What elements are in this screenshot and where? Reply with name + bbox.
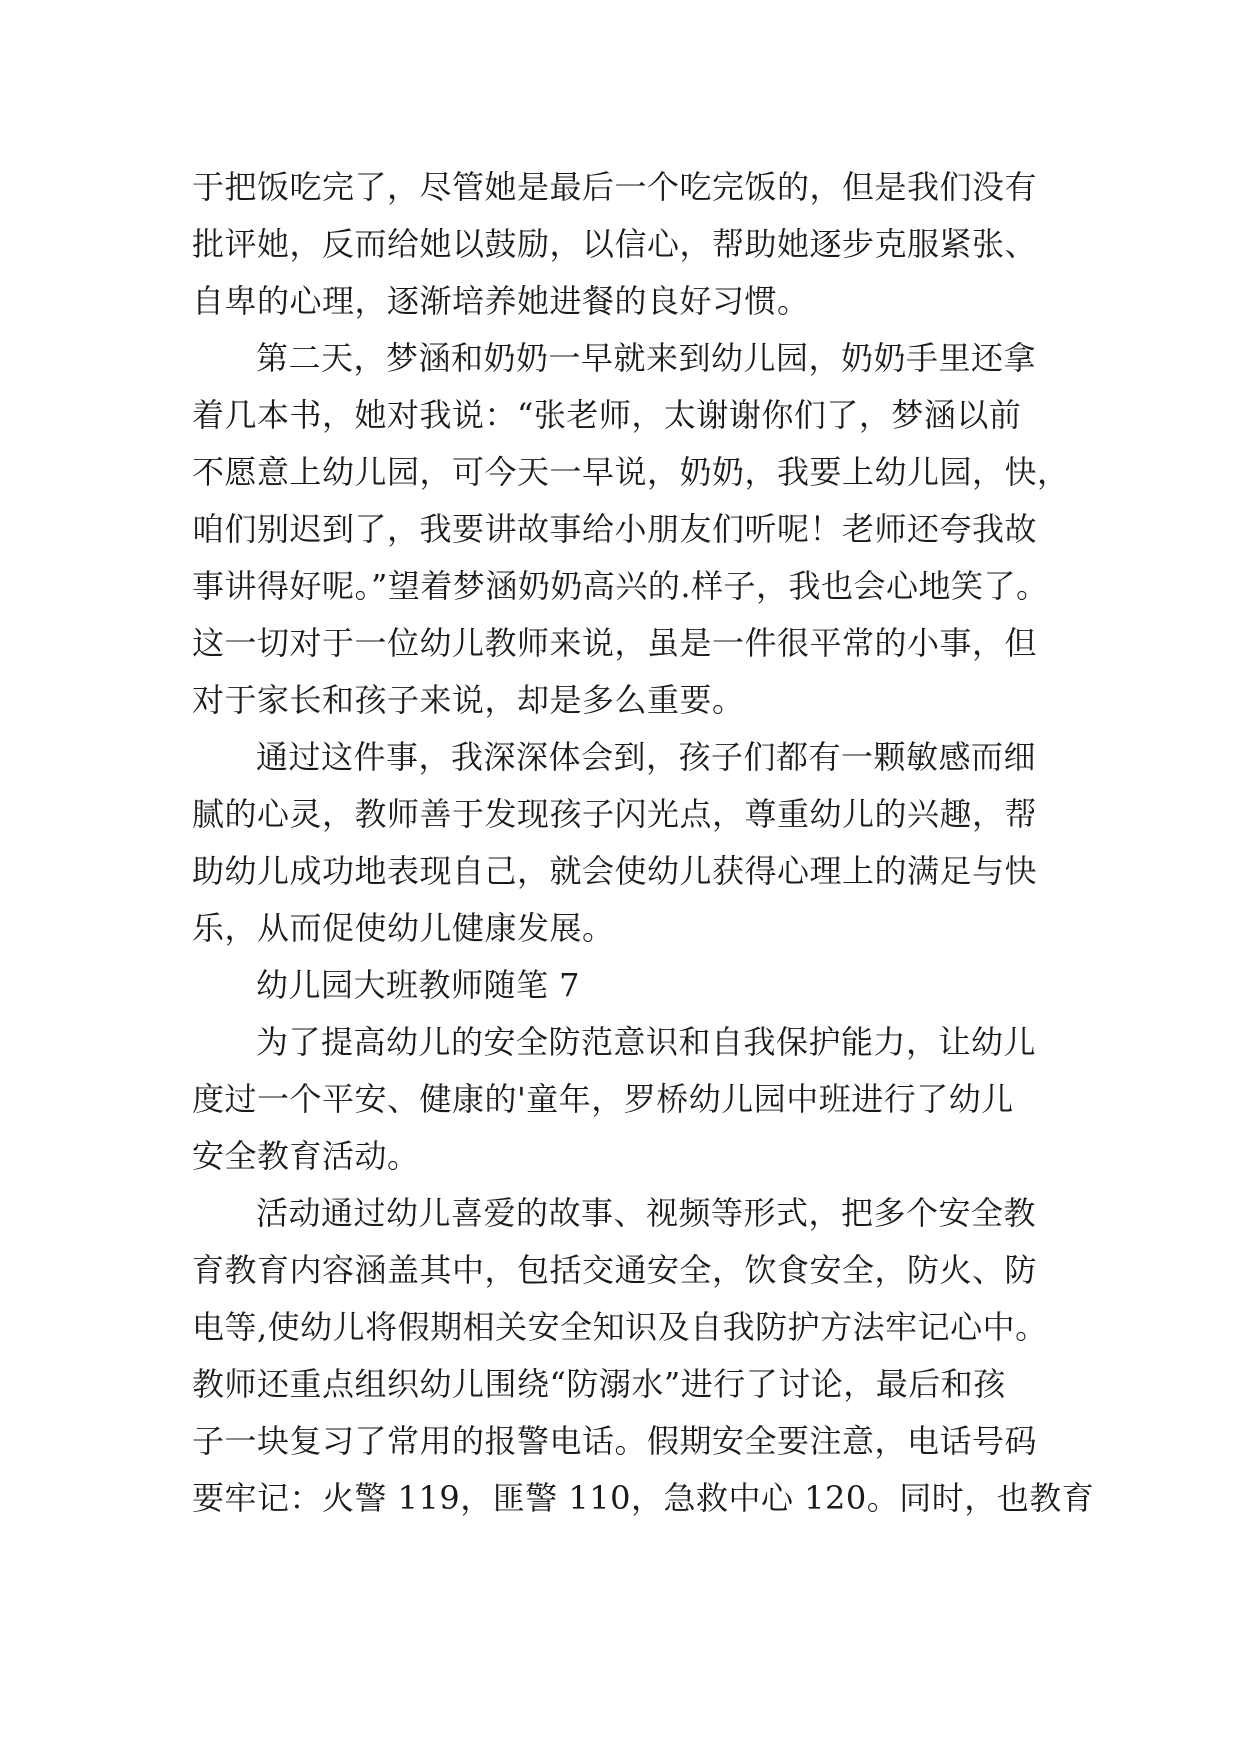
paragraph-first-line: 活动通过幼儿喜爱的故事、视频等形式，把多个安全教 xyxy=(256,1194,1037,1232)
text-line: 事讲得好呢。”望着梦涵奶奶高兴的.样子，我也会心地笑了。 xyxy=(192,567,1049,605)
text-line: 育教育内容涵盖其中，包括交通安全，饮食安全，防火、防 xyxy=(192,1251,1038,1289)
text-line: 子一块复习了常用的报警电话。假期安全要注意，电话号码 xyxy=(192,1422,1038,1460)
text-line: 度过一个平安、健康的'童年，罗桥幼儿园中班进行了幼儿 xyxy=(192,1080,1014,1118)
text-line: 这一切对于一位幼儿教师来说，虽是一件很平常的小事，但 xyxy=(192,624,1038,662)
section-heading: 幼儿园大班教师随笔 7 xyxy=(256,966,581,1004)
text-line: 电等,使幼儿将假期相关安全知识及自我防护方法牢记心中。 xyxy=(192,1308,1048,1346)
text-line: 要牢记：火警 119，匪警 110，急救中心 120。同时，也教育 xyxy=(192,1479,1095,1517)
text-line: 乐，从而促使幼儿健康发展。 xyxy=(192,909,615,947)
text-line: 腻的心灵，教师善于发现孩子闪光点，尊重幼儿的兴趣，帮 xyxy=(192,795,1038,833)
text-line: 自卑的心理，逐渐培养她进餐的良好习惯。 xyxy=(192,282,810,320)
text-line: 助幼儿成功地表现自己，就会使幼儿获得心理上的满足与快 xyxy=(192,852,1038,890)
text-line: 教师还重点组织幼儿围绕“防溺水”进行了讨论，最后和孩 xyxy=(192,1365,1006,1403)
text-line: 咱们别迟到了，我要讲故事给小朋友们听呢！老师还夸我故 xyxy=(192,510,1038,548)
paragraph-first-line: 通过这件事，我深深体会到，孩子们都有一颗敏感而细 xyxy=(256,738,1037,776)
text-line: 安全教育活动。 xyxy=(192,1137,420,1175)
text-line: 着几本书，她对我说：“张老师，太谢谢你们了，梦涵以前 xyxy=(192,396,1022,434)
text-line: 对于家长和孩子来说，却是多么重要。 xyxy=(192,681,745,719)
paragraph-first-line: 为了提高幼儿的安全防范意识和自我保护能力，让幼儿 xyxy=(256,1023,1037,1061)
text-line: 于把饭吃完了，尽管她是最后一个吃完饭的，但是我们没有 xyxy=(192,168,1038,206)
text-line: 批评她，反而给她以鼓励，以信心，帮助她逐步克服紧张、 xyxy=(192,225,1038,263)
paragraph-first-line: 第二天，梦涵和奶奶一早就来到幼儿园，奶奶手里还拿 xyxy=(256,339,1037,377)
text-line: 不愿意上幼儿园，可今天一早说，奶奶，我要上幼儿园，快， xyxy=(192,453,1070,491)
